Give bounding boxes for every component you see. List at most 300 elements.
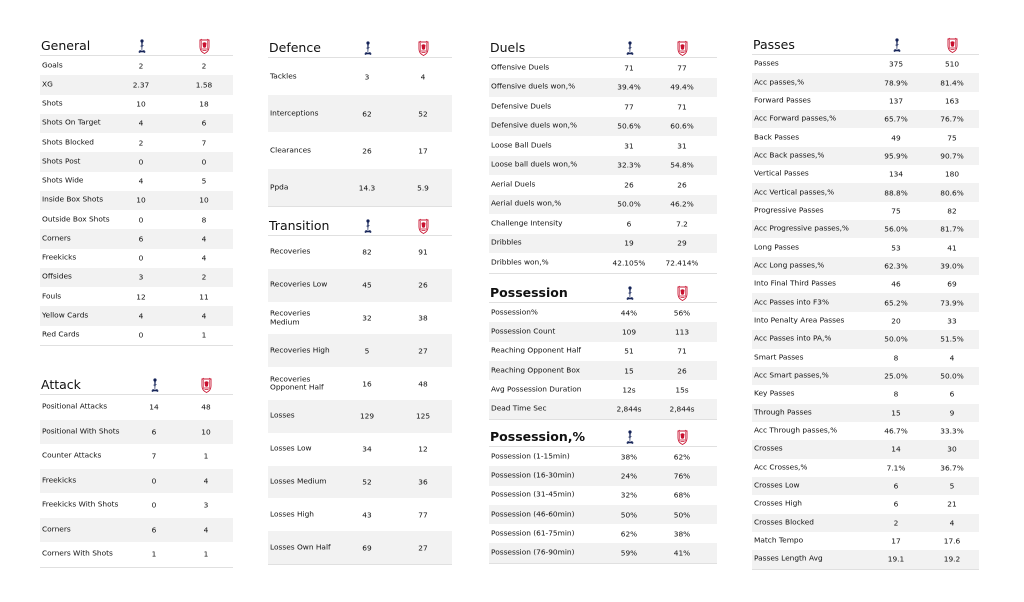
- stat-row-acc-through-passes: [752, 422, 979, 440]
- stat-label: Ppda: [270, 182, 289, 192]
- away-value: 2: [201, 272, 207, 282]
- home-value: 52: [362, 477, 372, 487]
- stat-label: Shots Wide: [42, 175, 84, 185]
- away-value: 36.7%: [940, 463, 964, 473]
- stat-label: Into Penalty Area Passes: [754, 315, 845, 325]
- stat-row-match-tempo: [752, 532, 979, 550]
- away-value: 90.7%: [940, 151, 964, 161]
- section-title: Attack: [41, 377, 81, 392]
- home-value: 62%: [620, 529, 638, 539]
- tottenham-hotspur-crest-icon: [362, 218, 373, 234]
- stat-row-losses-high: [268, 498, 452, 531]
- away-value: 125: [415, 411, 431, 421]
- stat-label: Shots On Target: [42, 118, 101, 128]
- away-value: 1: [203, 451, 209, 461]
- stat-row-crosses-blocked: [752, 514, 979, 532]
- home-value: 88.8%: [884, 188, 908, 198]
- stat-label: Acc Back passes,%: [754, 150, 825, 160]
- away-value: 4: [949, 518, 955, 528]
- section-bottom-divider: [40, 345, 233, 346]
- away-value: 60.6%: [670, 121, 694, 131]
- stat-label: Recoveries Medium: [270, 308, 311, 326]
- away-value: 26: [677, 366, 687, 376]
- section-header: [489, 279, 717, 303]
- stat-row-losses: [268, 400, 452, 433]
- away-value: 38: [418, 313, 428, 323]
- home-value: 14: [891, 444, 901, 454]
- stat-row-into-penalty-area-passes: [752, 312, 979, 330]
- home-value: 26: [362, 146, 372, 155]
- stat-row-possession-31-45min: [489, 486, 717, 505]
- stat-row-freekicks: [40, 249, 233, 268]
- stat-row-reaching-opponent-half: [489, 342, 717, 361]
- away-value: 8: [201, 215, 207, 225]
- away-value: 7.2: [676, 219, 688, 229]
- stat-label: Recoveries Low: [270, 279, 328, 289]
- away-value: 10: [201, 427, 211, 437]
- home-value: 2: [138, 61, 144, 71]
- home-value: 32: [362, 313, 372, 323]
- section-header: [268, 34, 452, 58]
- away-value: 19.2: [943, 554, 961, 564]
- stat-row-long-passes: [752, 238, 979, 256]
- stat-label: Smart Passes: [754, 352, 804, 362]
- stat-row-acc-passes-into-pa: [752, 330, 979, 348]
- stat-label: Possession%: [491, 307, 538, 317]
- away-value: 29: [677, 238, 687, 248]
- stat-label: Passes Length Avg: [754, 554, 823, 564]
- stat-row-avg-possession-duration: [489, 380, 717, 399]
- home-value: 45: [362, 280, 372, 290]
- home-value: 56.0%: [884, 224, 908, 234]
- stat-label: Back Passes: [754, 132, 800, 142]
- home-value: 2: [138, 138, 144, 148]
- away-value: 26: [418, 280, 428, 290]
- stat-label: Defensive Duels: [491, 101, 552, 111]
- away-value: 49.4%: [670, 82, 694, 92]
- away-value: 68%: [673, 490, 691, 500]
- stat-label: Possession (76-90min): [491, 547, 575, 557]
- stat-row-passes: [752, 55, 979, 73]
- stat-row-acc-progressive-passes: [752, 220, 979, 238]
- home-value: 375: [888, 59, 904, 69]
- home-value: 24%: [620, 471, 638, 481]
- home-value: 2: [893, 518, 899, 528]
- away-value: 0: [201, 157, 207, 167]
- away-value: 21: [947, 499, 957, 509]
- home-value: 8: [893, 353, 899, 363]
- tottenham-hotspur-crest-icon: [149, 377, 160, 393]
- home-value: 3: [138, 272, 144, 282]
- home-value: 10: [136, 195, 146, 205]
- away-value: 41: [947, 243, 957, 253]
- away-value: 4: [203, 525, 209, 535]
- away-value: 17: [418, 146, 428, 155]
- stat-label: Offsides: [42, 272, 72, 282]
- stat-row-corners-with-shots: [40, 542, 233, 567]
- stat-label: Losses: [270, 411, 295, 421]
- away-value: 77: [677, 63, 687, 73]
- stat-label: Freekicks With Shots: [42, 499, 119, 509]
- stat-row-crosses: [752, 440, 979, 458]
- stat-label: Aerial Duels: [491, 179, 536, 189]
- tottenham-hotspur-crest-icon: [624, 429, 635, 445]
- away-value: 1: [203, 549, 209, 559]
- stat-row-freekicks-with-shots: [40, 493, 233, 518]
- stat-row-recoveries-opponent-half: [268, 367, 452, 400]
- stat-row-into-final-third-passes: [752, 275, 979, 293]
- home-value: 8: [893, 389, 899, 399]
- section-bottom-divider: [752, 569, 979, 570]
- stat-row-recoveries-low: [268, 269, 452, 302]
- away-value: 5: [201, 176, 207, 186]
- home-value: 26: [624, 180, 634, 190]
- away-value: 50%: [673, 510, 691, 520]
- stat-row-acc-back-passes: [752, 147, 979, 165]
- away-value: 80.6%: [940, 188, 964, 198]
- away-value: 3: [203, 500, 209, 510]
- stat-label: Reaching Opponent Half: [491, 345, 582, 355]
- transition-panel: [268, 206, 452, 565]
- stat-row-freekicks: [40, 469, 233, 494]
- section-title: Transition: [269, 218, 330, 233]
- away-value: 17.6: [943, 536, 961, 546]
- away-value: 15s: [675, 385, 689, 395]
- away-value: 180: [944, 169, 960, 179]
- home-value: 109: [621, 327, 637, 337]
- stat-row-inside-box-shots: [40, 191, 233, 210]
- stat-label: Progressive Passes: [754, 205, 824, 215]
- stat-row-acc-long-passes: [752, 257, 979, 275]
- home-value: 25.0%: [884, 371, 908, 381]
- home-value: 31: [624, 141, 634, 151]
- home-value: 4: [138, 118, 144, 128]
- stat-row-reaching-opponent-box: [489, 361, 717, 380]
- stat-label: Possession (31-45min): [491, 489, 575, 499]
- stat-label: Acc Long passes,%: [754, 260, 825, 270]
- away-value: 27: [418, 543, 428, 553]
- stat-label: Passes: [754, 58, 779, 68]
- stat-label: Crosses Low: [754, 480, 800, 490]
- stat-label: Challenge Intensity: [491, 218, 563, 228]
- stat-row-outside-box-shots: [40, 210, 233, 229]
- away-value: 62%: [673, 452, 691, 462]
- tottenham-hotspur-crest-icon: [891, 37, 902, 53]
- home-value: 14: [149, 402, 159, 412]
- stat-row-offensive-duels-won: [489, 78, 717, 98]
- away-value: 73.9%: [940, 298, 964, 308]
- stat-row-crosses-low: [752, 477, 979, 495]
- home-value: 12s: [622, 385, 636, 395]
- stat-row-possession-61-75min: [489, 524, 717, 543]
- tottenham-hotspur-crest-icon: [624, 40, 635, 56]
- away-value: 41%: [673, 548, 691, 558]
- stat-label: Vertical Passes: [754, 168, 809, 178]
- section-header: [40, 371, 233, 395]
- duels-panel: [489, 34, 717, 274]
- stat-label: Avg Possession Duration: [491, 384, 582, 394]
- stat-row-ppda: [268, 169, 452, 206]
- away-value: 4: [201, 311, 207, 321]
- home-value: 17: [891, 536, 901, 546]
- away-value: 48: [201, 402, 211, 412]
- stat-row-losses-medium: [268, 466, 452, 499]
- tottenham-hotspur-crest-icon: [136, 38, 147, 54]
- section-bottom-divider: [489, 419, 717, 420]
- general-panel: [40, 31, 233, 346]
- stat-label: Recoveries Opponent Half: [270, 374, 324, 392]
- passes-panel: [752, 34, 979, 570]
- stat-row-shots-post: [40, 152, 233, 171]
- stat-row-acc-passes: [752, 73, 979, 91]
- home-value: 78.9%: [884, 78, 908, 88]
- stat-label: Forward Passes: [754, 95, 811, 105]
- stat-label: Possession (1-15min): [491, 451, 570, 461]
- stat-label: Possession Count: [491, 326, 556, 336]
- section-title: Duels: [490, 40, 526, 55]
- stat-row-recoveries-medium: [268, 302, 452, 335]
- stat-label: Possession (46-60min): [491, 509, 575, 519]
- section-header: [40, 31, 233, 56]
- home-value: 82: [362, 247, 372, 257]
- section-title: Possession: [490, 285, 568, 300]
- home-value: 43: [362, 510, 372, 520]
- stat-label: Acc Crosses,%: [754, 462, 808, 472]
- stat-row-possession: [489, 303, 717, 322]
- stat-row-positional-attacks: [40, 395, 233, 420]
- home-value: 0: [151, 500, 157, 510]
- away-value: 11: [199, 292, 209, 302]
- home-value: 50.6%: [617, 121, 641, 131]
- stat-label: Red Cards: [42, 329, 80, 339]
- stat-label: Defensive duels won,%: [491, 120, 578, 130]
- stat-row-smart-passes: [752, 349, 979, 367]
- home-value: 6: [893, 481, 899, 491]
- home-value: 12: [136, 292, 146, 302]
- stat-row-possession-1-15min: [489, 447, 717, 466]
- away-value: 75: [947, 133, 957, 143]
- away-value: 36: [418, 477, 428, 487]
- stat-row-recoveries-high: [268, 334, 452, 367]
- home-value: 7.1%: [886, 463, 906, 473]
- away-value: 77: [418, 510, 428, 520]
- liverpool-crest-icon: [677, 285, 688, 301]
- section-title: Passes: [753, 37, 795, 52]
- stat-row-acc-forward-passes: [752, 110, 979, 128]
- home-value: 14.3: [358, 183, 376, 192]
- defence-panel: [268, 34, 452, 207]
- home-value: 7: [151, 451, 157, 461]
- stat-label: Tackles: [270, 71, 297, 81]
- stat-label: Acc Smart passes,%: [754, 370, 829, 380]
- stat-row-offensive-duels: [489, 58, 717, 78]
- home-value: 19: [624, 238, 634, 248]
- stat-row-shots-wide: [40, 172, 233, 191]
- away-value: 4: [201, 234, 207, 244]
- stat-label: Recoveries High: [270, 345, 330, 355]
- stat-row-recoveries: [268, 236, 452, 269]
- stat-row-dribbles: [489, 234, 717, 254]
- home-value: 95.9%: [884, 151, 908, 161]
- section-header: [752, 34, 979, 55]
- away-value: 31: [677, 141, 687, 151]
- home-value: 50%: [620, 510, 638, 520]
- home-value: 77: [624, 102, 634, 112]
- home-value: 51: [624, 346, 634, 356]
- stat-label: Goals: [42, 60, 63, 70]
- away-value: 81.4%: [940, 78, 964, 88]
- home-value: 59%: [620, 548, 638, 558]
- away-value: 33.3%: [940, 426, 964, 436]
- away-value: 7: [201, 138, 207, 148]
- section-header: [489, 34, 717, 58]
- stat-label: Counter Attacks: [42, 450, 102, 460]
- stat-row-dead-time-sec: [489, 399, 717, 418]
- home-value: 50.0%: [617, 199, 641, 209]
- away-value: 50.0%: [940, 371, 964, 381]
- away-value: 1.58: [195, 80, 213, 90]
- stat-label: Acc Passes into PA,%: [754, 334, 832, 344]
- away-value: 510: [944, 59, 960, 69]
- stat-row-acc-smart-passes: [752, 367, 979, 385]
- stat-label: Through Passes: [754, 407, 812, 417]
- home-value: 65.7%: [884, 114, 908, 124]
- home-value: 2,844s: [616, 404, 642, 414]
- stat-row-vertical-passes: [752, 165, 979, 183]
- stat-label: Shots: [42, 98, 63, 108]
- home-value: 137: [888, 96, 904, 106]
- away-value: 9: [949, 408, 955, 418]
- stat-label: Fouls: [42, 291, 62, 301]
- home-value: 129: [359, 411, 375, 421]
- stat-row-loose-ball-duels: [489, 136, 717, 156]
- away-value: 113: [674, 327, 690, 337]
- away-value: 1: [201, 330, 207, 340]
- possession-panel: [489, 279, 717, 420]
- stat-label: Interceptions: [270, 108, 319, 118]
- stat-row-crosses-high: [752, 495, 979, 513]
- section-bottom-divider: [489, 563, 717, 564]
- stat-label: Crosses Blocked: [754, 517, 814, 527]
- stat-row-shots: [40, 95, 233, 114]
- stat-label: Freekicks: [42, 475, 77, 485]
- home-value: 65.2%: [884, 298, 908, 308]
- stat-row-red-cards: [40, 326, 233, 345]
- possession-pct-panel: [489, 424, 717, 564]
- away-value: 69: [947, 279, 957, 289]
- home-value: 0: [138, 330, 144, 340]
- stat-row-passes-length-avg: [752, 550, 979, 568]
- home-value: 32.3%: [617, 160, 641, 170]
- stat-label: Into Final Third Passes: [754, 279, 836, 289]
- away-value: 38%: [673, 529, 691, 539]
- stat-label: Positional Attacks: [42, 401, 108, 411]
- home-value: 16: [362, 379, 372, 389]
- stat-row-corners: [40, 518, 233, 543]
- stat-row-defensive-duels-won: [489, 117, 717, 137]
- stat-label: Outside Box Shots: [42, 214, 110, 224]
- stat-label: Offensive Duels: [491, 62, 550, 72]
- stat-row-back-passes: [752, 128, 979, 146]
- away-value: 72.414%: [665, 258, 699, 268]
- stat-label: Shots Post: [42, 156, 81, 166]
- stat-row-fouls: [40, 287, 233, 306]
- home-value: 62: [362, 109, 372, 118]
- away-value: 56%: [673, 308, 691, 318]
- home-value: 6: [138, 234, 144, 244]
- stat-row-possession-count: [489, 322, 717, 341]
- away-value: 2,844s: [669, 404, 695, 414]
- home-value: 0: [138, 215, 144, 225]
- liverpool-crest-icon: [677, 429, 688, 445]
- stat-label: Dribbles: [491, 237, 522, 247]
- home-value: 2.37: [132, 80, 150, 90]
- home-value: 44%: [620, 308, 638, 318]
- home-value: 3: [364, 72, 370, 81]
- away-value: 4: [949, 353, 955, 363]
- section-title: Defence: [269, 40, 321, 55]
- home-value: 0: [151, 476, 157, 486]
- away-value: 33: [947, 316, 957, 326]
- away-value: 5: [949, 481, 955, 491]
- home-value: 20: [891, 316, 901, 326]
- stat-label: Dead Time Sec: [491, 403, 547, 413]
- stat-label: Corners: [42, 524, 71, 534]
- stat-label: Acc passes,%: [754, 77, 805, 87]
- away-value: 6: [201, 118, 207, 128]
- away-value: 48: [418, 379, 428, 389]
- stat-label: Aerial duels won,%: [491, 198, 562, 208]
- stat-row-acc-crosses: [752, 459, 979, 477]
- tottenham-hotspur-crest-icon: [362, 40, 373, 56]
- stat-row-clearances: [268, 132, 452, 169]
- stat-row-acc-vertical-passes: [752, 183, 979, 201]
- stat-row-aerial-duels-won: [489, 195, 717, 215]
- home-value: 42.105%: [612, 258, 646, 268]
- home-value: 75: [891, 206, 901, 216]
- home-value: 5: [364, 346, 370, 356]
- home-value: 71: [624, 63, 634, 73]
- stat-row-key-passes: [752, 385, 979, 403]
- home-value: 10: [136, 99, 146, 109]
- stat-label: Acc Progressive passes,%: [754, 224, 849, 234]
- home-value: 32%: [620, 490, 638, 500]
- stat-label: Crosses High: [754, 499, 802, 509]
- home-value: 6: [151, 427, 157, 437]
- section-title: General: [41, 38, 91, 53]
- stat-row-progressive-passes: [752, 202, 979, 220]
- stat-row-defensive-duels: [489, 97, 717, 117]
- away-value: 6: [949, 389, 955, 399]
- stat-row-tackles: [268, 58, 452, 95]
- away-value: 91: [418, 247, 428, 257]
- liverpool-crest-icon: [677, 40, 688, 56]
- stat-label: Recoveries: [270, 247, 311, 257]
- away-value: 10: [199, 195, 209, 205]
- section-bottom-divider: [40, 567, 233, 568]
- stat-label: Acc Vertical passes,%: [754, 187, 835, 197]
- home-value: 0: [138, 157, 144, 167]
- away-value: 71: [677, 102, 687, 112]
- stat-row-challenge-intensity: [489, 214, 717, 234]
- home-value: 46: [891, 279, 901, 289]
- stat-row-losses-own-half: [268, 531, 452, 564]
- stat-label: Losses High: [270, 509, 314, 519]
- stat-row-shots-on-target: [40, 114, 233, 133]
- liverpool-crest-icon: [418, 40, 429, 56]
- stat-label: Shots Blocked: [42, 137, 94, 147]
- stat-row-goals: [40, 56, 233, 75]
